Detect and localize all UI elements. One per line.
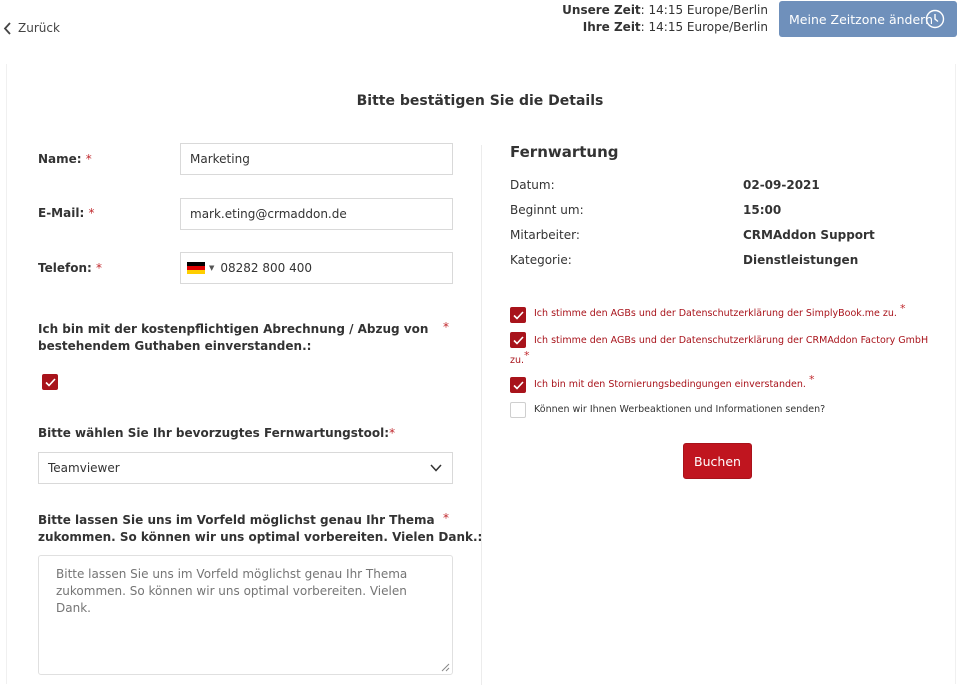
column-divider [481,145,482,685]
clock-icon [925,9,945,29]
staff-value: CRMAddon Support [743,228,875,242]
required-mark: * [389,426,396,440]
change-timezone-button[interactable] [779,1,957,37]
agree-simplybook-checkbox[interactable] [510,307,526,323]
topic-label: Bitte lassen Sie uns im Vorfeld möglichst genau Ihr Thema zukommen. So können wir uns optimal vorbereiten. Vielen Dank.: [38,513,483,544]
email-input[interactable] [180,198,453,230]
tool-label: Bitte wählen Sie Ihr bevorzugtes Fernwartungstool:* [38,426,396,440]
country-caret-icon[interactable]: ▼ [209,264,215,272]
agree-crmaddon-label: Ich stimme den AGBs und der Datenschutzerklärung der CRMAddon Factory GmbH zu.* [510,335,929,366]
billing-checkbox[interactable] [42,374,58,390]
checkmark-icon [513,311,524,320]
name-label: Name: * [38,152,92,166]
required-mark: * [443,511,449,525]
phone-value: 08282 800 400 [220,261,313,275]
required-mark: * [808,372,815,386]
page-title: Bitte bestätigen Sie die Details [356,93,604,109]
date-value: 02-09-2021 [743,178,820,192]
our-time-label: Unsere Zeit [562,3,641,17]
agree-simplybook-label: Ich stimme den AGBs und der Datenschutzerklärung der SimplyBook.me zu. * [534,301,906,319]
category-value: Dienstleistungen [743,253,859,267]
your-time-label: Ihre Zeit [582,20,641,34]
required-mark: * [95,261,102,275]
staff-label: Mitarbeiter: [510,228,580,242]
tool-selected-value: Teamviewer [48,461,120,475]
category-label: Kategorie: [510,253,572,267]
chevron-left-icon [3,22,12,35]
phone-input[interactable] [180,252,453,284]
service-title: Fernwartung [510,143,619,161]
chevron-down-icon [430,464,442,472]
back-label: Zurück [18,21,60,35]
our-time-value: : 14:15 Europe/Berlin [640,3,768,17]
date-label: Datum: [510,178,555,192]
start-label: Beginnt um: [510,203,584,217]
checkmark-icon [513,381,524,390]
book-button[interactable]: Buchen [683,443,752,479]
marketing-consent-label: Können wir Ihnen Werbeaktionen und Informationen senden? [534,404,826,415]
change-timezone-label: Meine Zeitzone ändern [789,11,934,27]
resize-grip-icon[interactable] [440,662,450,672]
name-value: Marketing [190,152,250,166]
tool-select[interactable] [38,452,453,484]
topic-textarea[interactable] [38,555,453,675]
marketing-consent-checkbox[interactable] [510,402,526,418]
required-mark: * [524,348,530,362]
billing-label: Ich bin mit der kostenpflichtigen Abrechnung / Abzug von bestehendem Guthaben einverstanden.: [38,322,429,353]
required-mark: * [88,206,95,220]
time-info [562,2,768,36]
name-input[interactable] [180,143,453,175]
email-value: mark.eting@crmaddon.de [190,207,347,221]
phone-label: Telefon: * [38,261,102,275]
email-label: E-Mail: * [38,206,95,220]
your-time-value: : 14:15 Europe/Berlin [640,20,768,34]
agree-cancellation-checkbox[interactable] [510,377,526,393]
required-mark: * [85,152,92,166]
agree-cancellation-label: Ich bin mit den Stornierungsbedingungen einverstanden. * [534,372,815,390]
start-value: 15:00 [743,203,782,217]
back-link[interactable] [3,21,60,35]
required-mark: * [899,301,906,315]
germany-flag-icon[interactable] [187,262,205,274]
required-mark: * [443,320,449,334]
checkmark-icon [45,378,56,387]
